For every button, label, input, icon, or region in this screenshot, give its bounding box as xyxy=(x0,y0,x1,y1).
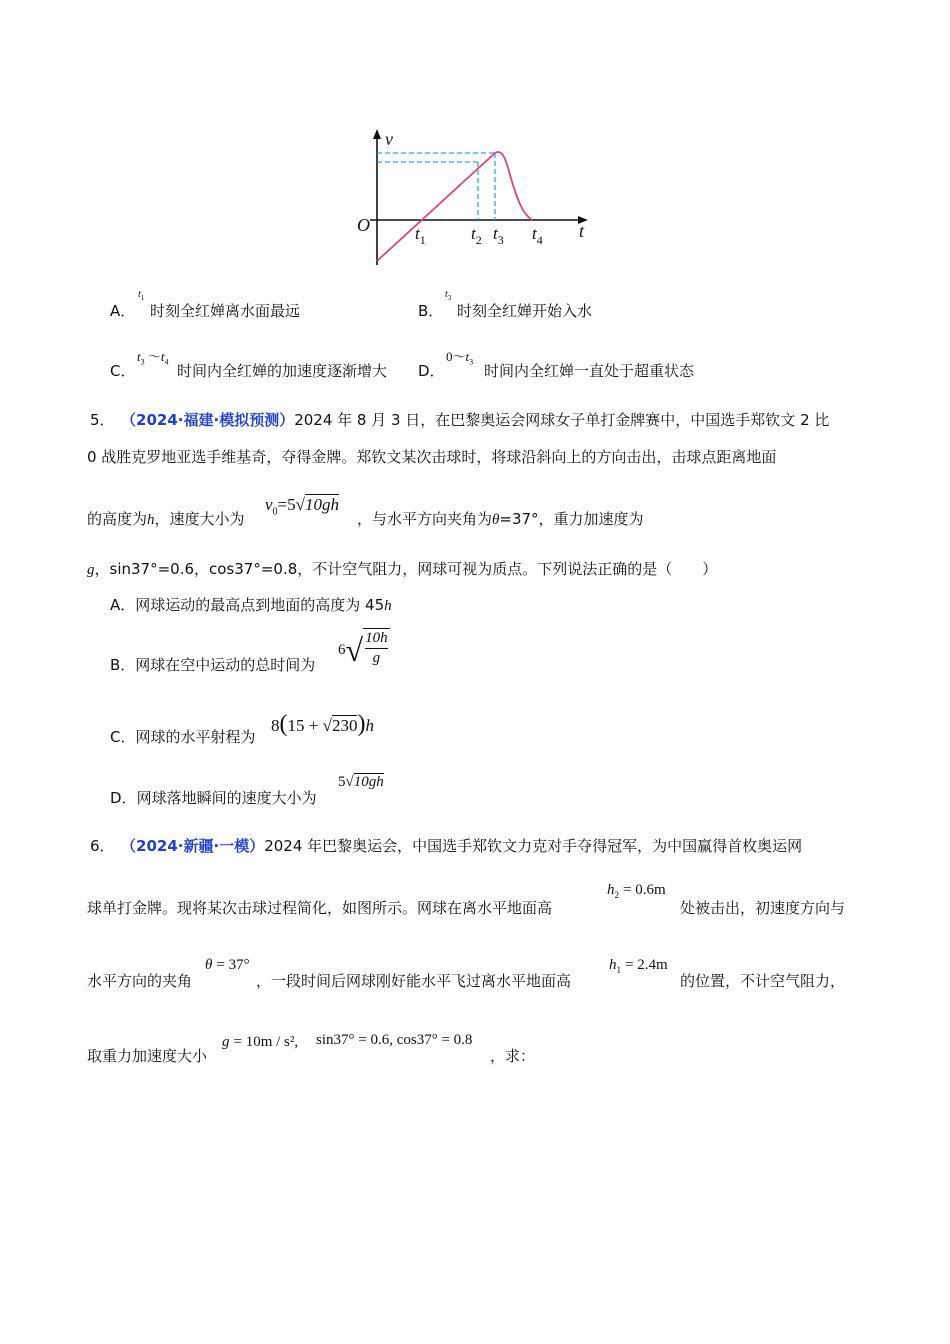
q6-stem-line-4b: ，求： xyxy=(490,1047,536,1065)
tick-label-t4: $t_4$ xyxy=(532,224,543,247)
q4-option-b[interactable] xyxy=(418,300,443,321)
q4-option-d-text: 时间内全红婵一直处于超重状态 xyxy=(484,362,695,380)
v-t-graph xyxy=(350,125,600,275)
q5-stem-line-1: 2024 年 8 月 3 日，在巴黎奥运会网球女子单打金牌赛中，中国选手郑钦文 2 比 xyxy=(294,411,830,429)
option-letter: B． xyxy=(110,656,136,674)
y-axis-arrow xyxy=(373,129,381,139)
q4-option-b-text: 时刻全红婵开始入水 xyxy=(457,302,593,320)
q4-option-a-text: 时刻全红婵离水面最远 xyxy=(150,302,301,320)
option-letter: A． xyxy=(110,596,136,614)
q6-h1-formula: $h_1 = 2.4m$ xyxy=(609,957,668,975)
q6-line-1 xyxy=(90,835,802,856)
q5-source: （2024·福建·模拟预测） xyxy=(128,411,295,429)
option-letter: C． xyxy=(110,728,136,746)
x-axis-label: t xyxy=(579,221,585,241)
q6-sin-cos-formula: sin37° = 0.6, cos37° = 0.8 xyxy=(316,1032,473,1048)
q4-option-c-math: $t_3$ $\sim t_4$ xyxy=(137,349,169,367)
option-letter: D． xyxy=(110,789,137,807)
q5-line-1 xyxy=(90,409,829,430)
q5-number: 5． xyxy=(90,411,115,429)
option-letter: C． xyxy=(110,362,136,380)
q5-stem-line-4: g，sin37°=0.6，cos37°=0.8，不计空气阻力，网球可视为质点。下列说法正确的是（ ） xyxy=(87,560,718,578)
option-letter: A． xyxy=(110,302,136,320)
q5-option-a[interactable]: A．网球运动的最高点到地面的高度为 45h xyxy=(110,596,392,614)
q6-theta-formula: θ = 37° xyxy=(205,957,250,973)
q5-option-c-formula: 8(15 + √230)h xyxy=(271,711,374,737)
y-axis-label: v xyxy=(385,129,393,149)
tick-label-t2: $t_2$ xyxy=(471,224,482,247)
q5-option-d-formula: 5√10gh xyxy=(338,774,384,790)
q6-stem-line-2a: 球单打金牌。现将某次击球过程简化，如图所示。网球在离水平地面高 xyxy=(87,899,553,917)
origin-label: O xyxy=(357,215,370,235)
q4-option-a[interactable] xyxy=(110,300,135,321)
q6-source: （2024·新疆·一模） xyxy=(128,837,265,855)
q4-option-a-math: $t_1$ xyxy=(138,289,145,302)
q5-stem-line-3b: ，与水平方向夹角为θ=37°，重力加速度为 xyxy=(357,510,644,528)
q6-stem-line-2b: 处被击出，初速度方向与 xyxy=(680,899,846,917)
q4-option-d[interactable] xyxy=(418,360,445,381)
q6-stem-line-4a: 取重力加速度大小 xyxy=(87,1047,208,1065)
q5-stem-line-2: 0 战胜克罗地亚选手维基奇，夺得金牌。郑钦文某次击球时，将球沿斜向上的方向击出，击球点距离地面 xyxy=(87,448,777,466)
option-letter: B． xyxy=(418,302,444,320)
q5-v0-formula: $v_0=5√10gh$ xyxy=(265,495,339,518)
q5-option-b[interactable]: B．网球在空中运动的总时间为 xyxy=(110,656,316,674)
q6-stem-line-1: 2024 年巴黎奥运会，中国选手郑钦文力克对手夺得冠军，为中国赢得首枚奥运网 xyxy=(264,837,803,855)
q4-option-d-math: $0\sim t_3$ xyxy=(446,349,474,367)
q6-stem-line-3a: 水平方向的夹角 xyxy=(87,972,193,990)
tick-label-t3: $t_3$ xyxy=(493,224,504,247)
q6-g-formula: g = 10m / s², xyxy=(222,1034,299,1050)
q5-option-c[interactable]: C．网球的水平射程为 xyxy=(110,728,256,746)
q5-stem-line-3: 的高度为h，速度大小为 xyxy=(87,510,245,528)
q5-option-b-formula: 6√ $\frac{10h}{g}$ xyxy=(338,630,388,668)
q6-h2-formula: $h_2 = 0.6m$ xyxy=(607,882,666,900)
q5-option-d[interactable]: D．网球落地瞬间的速度大小为 xyxy=(110,789,317,807)
tick-label-t1: $t_1$ xyxy=(415,224,426,247)
option-letter: D． xyxy=(418,362,445,380)
q4-option-b-math: $t_3$ xyxy=(445,289,452,302)
q6-stem-line-3c: 的位置，不计空气阻力， xyxy=(680,972,846,990)
velocity-curve xyxy=(377,152,532,261)
q4-option-c[interactable] xyxy=(110,360,135,381)
q4-option-c-text: 时间内全红婵的加速度逐渐增大 xyxy=(177,362,388,380)
q6-number: 6． xyxy=(90,837,115,855)
q6-stem-line-3b: ，一段时间后网球刚好能水平飞过离水平地面高 xyxy=(256,972,572,990)
